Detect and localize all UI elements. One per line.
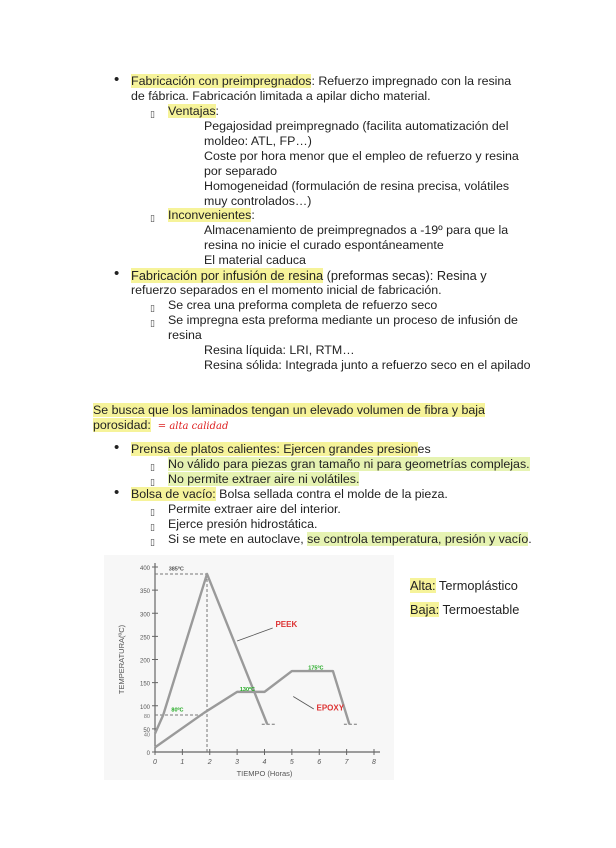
y-axis-label: TEMPERATURA(ºC) <box>117 624 126 695</box>
bolsa-item: Permite extraer aire del interior. <box>168 502 341 516</box>
temp-annotation: 80ºC <box>171 707 184 714</box>
inconveniente-line: El material caduca <box>204 253 306 267</box>
x-tick-label: 2 <box>207 759 212 766</box>
checkbox-icon: ▯ <box>150 303 155 313</box>
ventajas-heading: Ventajas: <box>168 104 219 118</box>
series-label-epoxy: EPOXY <box>316 703 345 713</box>
bolsa-line: Bolsa de vacío: Bolsa sellada contra el molde de la pieza. <box>131 487 448 501</box>
y-tick-label: 150 <box>139 681 150 688</box>
temp-annotation: 385ºC <box>168 566 184 573</box>
checkbox-icon: ▯ <box>150 537 155 547</box>
y-tick-label: 50 <box>143 727 150 734</box>
bullet-dot: • <box>114 71 120 88</box>
intro-line2: porosidad: = alta calidad <box>93 418 229 432</box>
temperature-cycle-chart <box>104 555 394 780</box>
prepreg-title: Fabricación con preimpregnados <box>131 74 312 88</box>
bullet-dot: • <box>114 484 120 501</box>
legend-baja: Baja: Termoestable <box>410 602 520 617</box>
infusion-sub: Resina sólida: Integrada junto a refuerzo seco en el apilado <box>204 358 531 372</box>
checkbox-icon: ▯ <box>150 109 155 119</box>
prensa-line: Prensa de platos calientes: Ejercen grandes presiones <box>131 442 431 456</box>
x-tick-label: 7 <box>344 759 349 766</box>
inconveniente-line: resina no inicie el curado espontáneamente <box>204 238 444 252</box>
x-tick-label: 4 <box>262 759 267 766</box>
y-tick-label-extra: 80 <box>143 714 150 720</box>
x-tick-label: 1 <box>180 759 185 766</box>
x-tick-label: 0 <box>153 759 157 766</box>
infusion-line1: Fabricación por infusión de resina (preformas secas): Resina y <box>131 268 487 283</box>
intro-line1: Se busca que los laminados tengan un elevado volumen de fibra y baja <box>93 403 485 417</box>
y-tick-label: 100 <box>139 704 150 711</box>
ventaja-line: muy controlados…) <box>204 194 312 208</box>
inconvenientes-heading: Inconvenientes: <box>168 208 255 222</box>
inconveniente-line: Almacenamiento de preimpregnados a -19º para que la <box>204 223 509 237</box>
prensa-title: Prensa de platos calientes: <box>131 442 280 456</box>
bullet-dot: • <box>114 265 120 282</box>
infusion-title: Fabricación por infusión de resina <box>131 268 324 283</box>
x-tick-label: 8 <box>372 759 376 766</box>
checkbox-icon: ▯ <box>150 522 155 532</box>
infusion-item: resina <box>168 328 202 342</box>
y-tick-label: 400 <box>139 566 150 572</box>
handwritten-note: = alta calidad <box>157 421 229 432</box>
legend-alta: Alta: Termoplástico <box>410 578 518 593</box>
bolsa-item: Si se mete en autoclave, se controla temperatura, presión y vacío. <box>168 532 532 546</box>
infusion-sub: Resina líquida: LRI, RTM… <box>204 343 355 357</box>
x-tick-label: 5 <box>289 759 294 766</box>
bolsa-item: Ejerce presión hidrostática. <box>168 517 318 531</box>
checkbox-icon: ▯ <box>150 213 155 223</box>
x-tick-label: 6 <box>317 759 322 766</box>
prensa-item: No válido para piezas gran tamaño ni para geometrías complejas. <box>168 457 530 471</box>
temp-annotation: 130ºC <box>239 686 256 693</box>
infusion-item: Se impregna esta preforma mediante un proceso de infusión de <box>168 313 518 327</box>
prepreg-desc2: de fábrica. Fabricación limitada a apilar dicho material. <box>131 89 431 103</box>
bolsa-title: Bolsa de vacío: <box>131 487 216 501</box>
infusion-desc2: refuerzo separados en el momento inicial de fabricación. <box>131 283 442 297</box>
ventaja-line: moldeo: ATL, FP…) <box>204 134 312 148</box>
temp-annotation: 175ºC <box>308 665 324 672</box>
prepreg-line1 <box>131 74 511 90</box>
checkbox-icon: ▯ <box>150 462 155 472</box>
y-tick-label: 350 <box>139 589 150 596</box>
ventaja-line: Coste por hora menor que el empleo de refuerzo y resina <box>204 149 519 163</box>
checkbox-icon: ▯ <box>150 507 155 517</box>
y-tick-label: 0 <box>146 751 150 757</box>
ventaja-line: por separado <box>204 164 278 178</box>
bullet-dot: • <box>114 439 120 456</box>
x-tick-label: 3 <box>235 759 240 766</box>
ventaja-line: Pegajosidad preimpregnado (facilita automatización del <box>204 119 509 133</box>
x-axis-label: TIEMPO (Horas) <box>236 769 293 778</box>
infusion-item: Se crea una preforma completa de refuerzo seco <box>168 298 438 312</box>
prepreg-desc1: : Refuerzo impregnado con la resina <box>311 74 512 88</box>
series-label-peek: PEEK <box>275 620 298 630</box>
checkbox-icon: ▯ <box>150 318 155 328</box>
y-tick-label: 300 <box>139 612 150 619</box>
y-tick-label-extra: 40 <box>143 732 150 739</box>
checkbox-icon: ▯ <box>150 477 155 487</box>
y-tick-label: 250 <box>139 635 150 642</box>
ventaja-line: Homogeneidad (formulación de resina precisa, volátiles <box>204 179 510 193</box>
y-tick-label: 200 <box>139 658 150 665</box>
prensa-item: No permite extraer aire ni volátiles. <box>168 472 360 486</box>
